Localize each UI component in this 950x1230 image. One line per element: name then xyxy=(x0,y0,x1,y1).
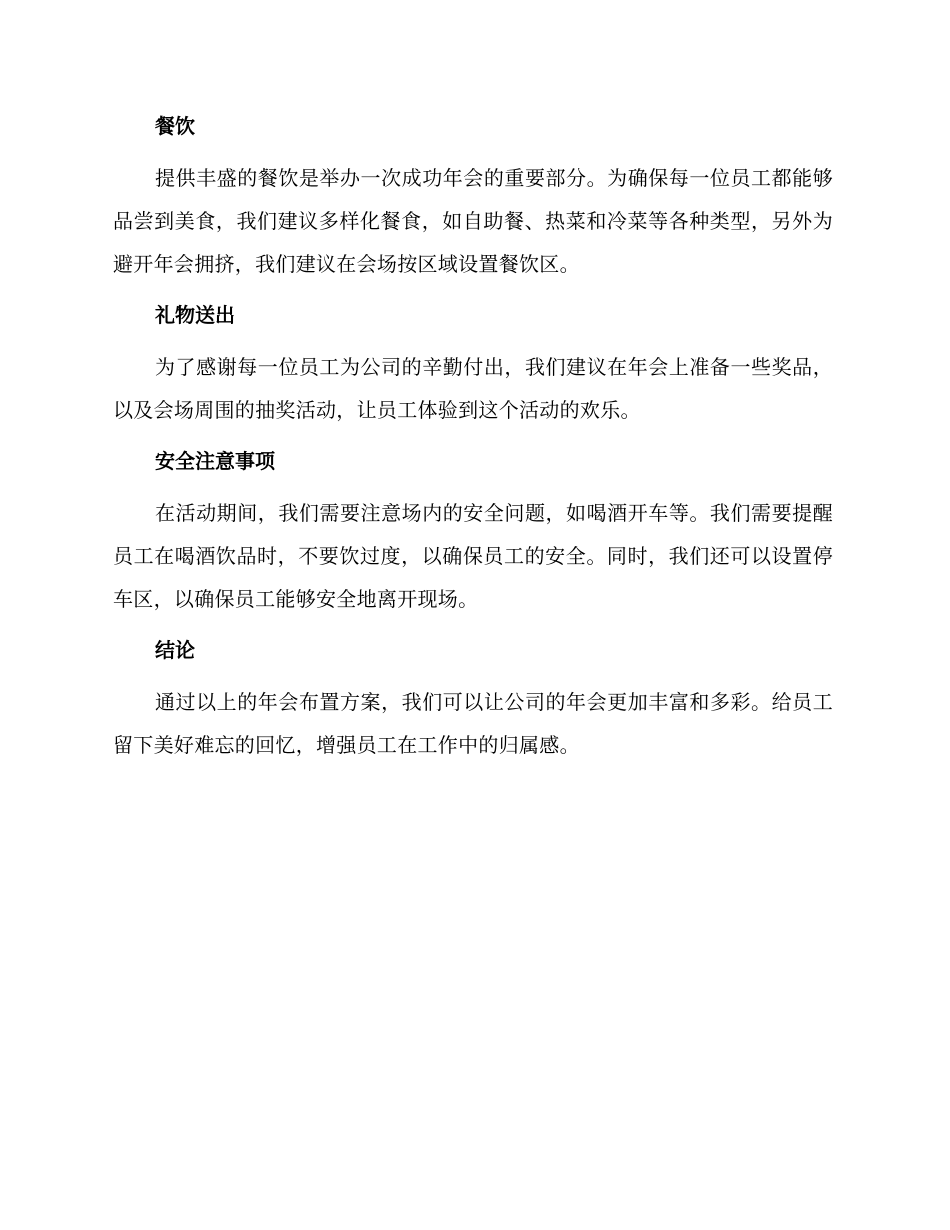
section-paragraph: 提供丰盛的餐饮是举办一次成功年会的重要部分。为确保每一位员工都能够品尝到美食，我们建议多样化餐食，如自助餐、热菜和冷菜等各种类型，另外为避开年会拥挤，我们建议在会场按区域设置餐饮区。 xyxy=(113,166,833,276)
section-paragraph: 通过以上的年会布置方案，我们可以让公司的年会更加丰富和多彩。给员工留下美好难忘的回忆，增强员工在工作中的归属感。 xyxy=(113,690,833,757)
section-paragraph: 为了感谢每一位员工为公司的辛勤付出，我们建议在年会上准备一些奖品，以及会场周围的抽奖活动，让员工体验到这个活动的欢乐。 xyxy=(113,355,833,422)
section-paragraph: 在活动期间，我们需要注意场内的安全问题，如喝酒开车等。我们需要提醒员工在喝酒饮品时，不要饮过度，以确保员工的安全。同时，我们还可以设置停车区，以确保员工能够安全地离开现场。 xyxy=(113,501,833,611)
section-safety xyxy=(113,441,833,621)
section-conclusion xyxy=(113,630,833,767)
document-body xyxy=(113,106,833,776)
section-heading: 安全注意事项 xyxy=(155,449,275,473)
section-catering xyxy=(113,106,833,286)
section-heading: 餐饮 xyxy=(155,114,195,138)
section-heading: 结论 xyxy=(155,638,195,662)
section-heading: 礼物送出 xyxy=(155,303,235,327)
section-gifts xyxy=(113,295,833,432)
